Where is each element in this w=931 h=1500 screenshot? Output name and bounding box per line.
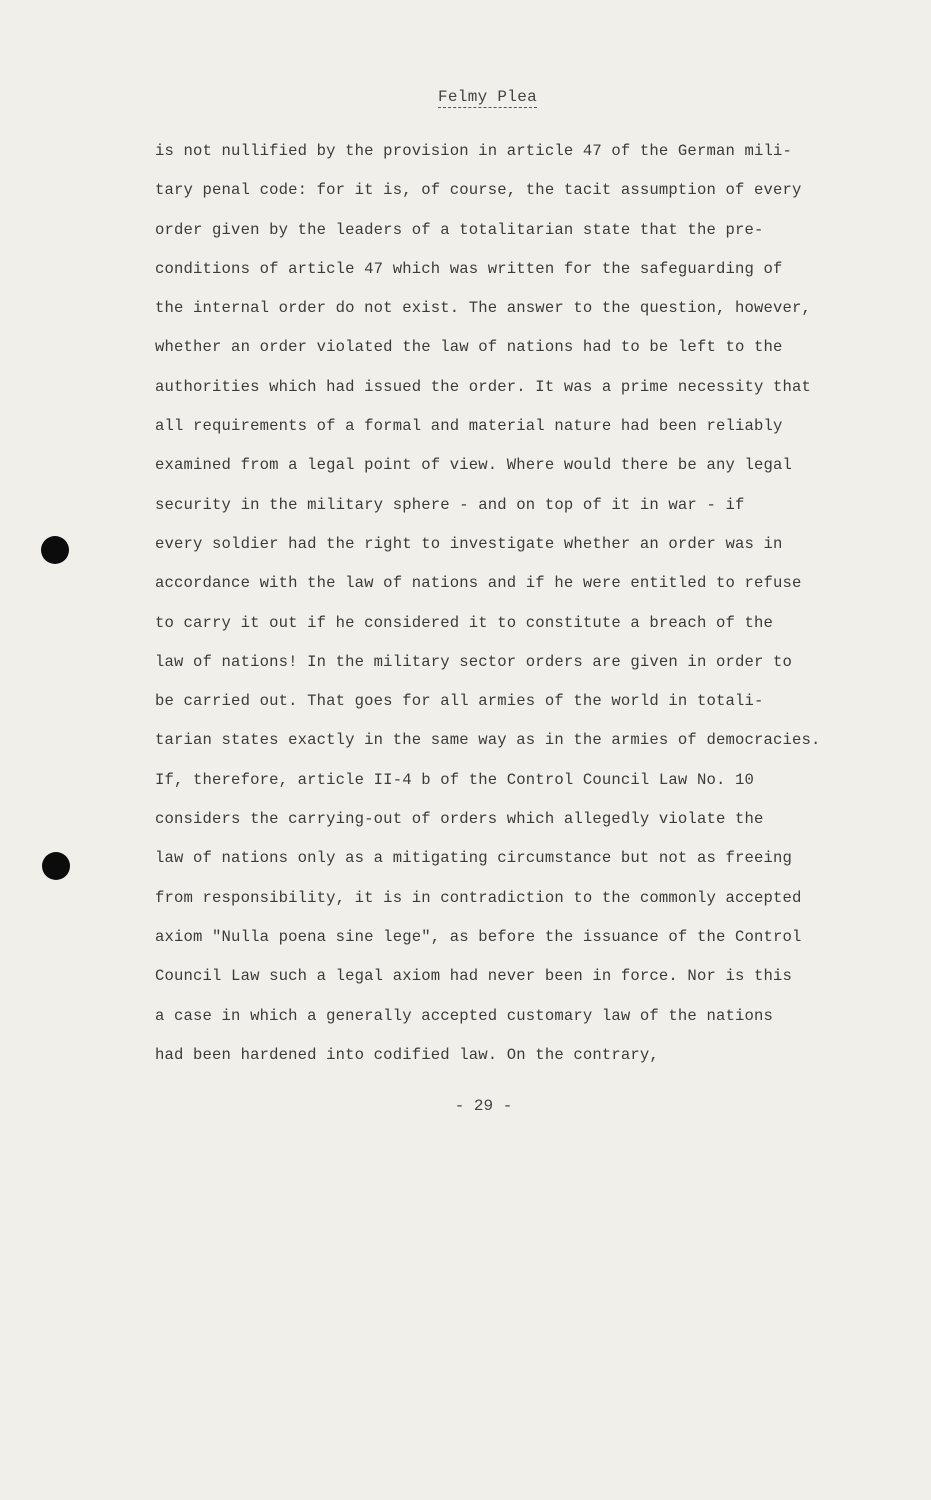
text-line: whether an order violated the law of nations had to be left to the bbox=[155, 338, 783, 357]
page-header bbox=[0, 88, 931, 106]
text-line: considers the carrying-out of orders which allegedly violate the bbox=[155, 810, 764, 829]
text-line: tary penal code: for it is, of course, the tacit assumption of every bbox=[155, 181, 802, 200]
text-line: had been hardened into codified law. On the contrary, bbox=[155, 1045, 659, 1064]
text-line: to carry it out if he considered it to constitute a breach of the bbox=[155, 613, 774, 632]
text-line: axiom "Nulla poena sine lege", as before the issuance of the Control bbox=[155, 927, 802, 946]
text-line: authorities which had issued the order. It was a prime necessity that bbox=[155, 377, 812, 396]
punch-hole-bottom bbox=[42, 852, 70, 880]
text-line: is not nullified by the provision in article 47 of the German mili- bbox=[155, 142, 793, 160]
text-line: If, therefore, article II-4 b of the Control Council Law No. 10 bbox=[155, 770, 754, 789]
text-line: law of nations! In the military sector orders are given in order to bbox=[155, 652, 793, 671]
body-text bbox=[155, 132, 845, 1075]
page-number bbox=[0, 1097, 931, 1115]
text-line: from responsibility, it is in contradiction to the commonly accepted bbox=[155, 888, 802, 907]
text-line: all requirements of a formal and material nature had been reliably bbox=[155, 417, 783, 436]
text-line: every soldier had the right to investigate whether an order was in bbox=[155, 534, 783, 553]
punch-hole-top bbox=[41, 536, 69, 564]
text-line: conditions of article 47 which was written for the safeguarding of bbox=[155, 259, 783, 278]
text-line: Council Law such a legal axiom had never been in force. Nor is this bbox=[155, 967, 793, 986]
text-line: security in the military sphere - and on top of it in war - if bbox=[155, 495, 745, 514]
text-line: law of nations only as a mitigating circumstance but not as freeing bbox=[155, 849, 793, 868]
text-line: tarian states exactly in the same way as in the armies of democracies. bbox=[155, 731, 821, 750]
text-line: examined from a legal point of view. Where would there be any legal bbox=[155, 456, 793, 475]
text-line: order given by the leaders of a totalitarian state that the pre- bbox=[155, 220, 764, 239]
page-number-text: - 29 - bbox=[454, 1097, 513, 1115]
text-line: be carried out. That goes for all armies of the world in totali- bbox=[155, 692, 764, 711]
text-line: accordance with the law of nations and if he were entitled to refuse bbox=[155, 574, 802, 593]
text-line: the internal order do not exist. The answer to the question, however, bbox=[155, 299, 812, 318]
text-line: a case in which a generally accepted customary law of the nations bbox=[155, 1006, 774, 1025]
header-title: Felmy Plea bbox=[437, 88, 537, 106]
